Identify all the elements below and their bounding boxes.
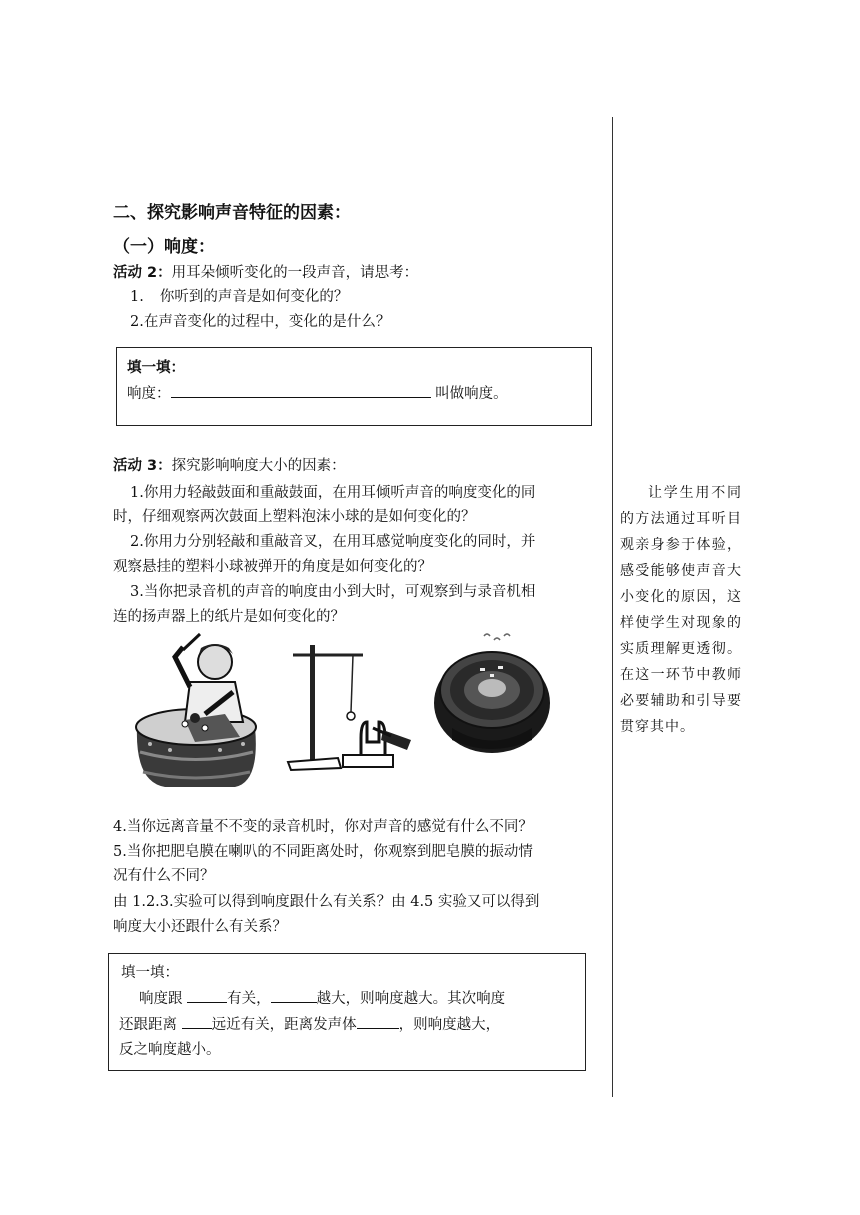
section-subtitle: （一）响度： <box>113 237 215 257</box>
fill2-blank-2[interactable] <box>271 988 317 1003</box>
fill2-blank-3[interactable] <box>182 1014 212 1029</box>
activity3-p3-line2: 连的扬声器上的纸片是如何变化的？ <box>113 609 345 625</box>
margin-divider <box>612 117 613 1097</box>
fill2-l1b: 有关， <box>227 991 271 1007</box>
activity2-q2: 2.在声音变化的过程中，变化的是什么？ <box>130 314 391 330</box>
activity2-q1 <box>130 285 348 309</box>
activity3-label: 活动 3： <box>113 458 172 474</box>
fill2-blank-1[interactable] <box>187 988 227 1003</box>
fill2-blank-4[interactable] <box>357 1014 399 1029</box>
activity2-q1-text: 你听到的声音是如何变化的？ <box>159 289 349 305</box>
sidebar-note-text: 让学生用不同的方法通过耳听目观亲身参于体验，感受能够使声音大小变化的原因，这样使学生对现象的实质理解更透彻。在这一环节中教师必要辅助和引导要贯穿其中。 <box>620 485 742 735</box>
activity2-q1-num: 1. <box>130 289 144 305</box>
fill2-l1a: 响度跟 <box>139 991 183 1007</box>
activity3-p2-line2: 观察悬挂的塑料小球被弹开的角度是如何变化的？ <box>113 559 432 575</box>
section-title: 二、探究影响声音特征的因素： <box>113 203 351 223</box>
activity3-p2-line1: 2.你用力分别轻敲和重敲音叉，在用耳感觉响度变化的同时，并 <box>130 534 536 550</box>
fill2-l2c: ，则响度越大， <box>398 1017 501 1033</box>
fill1-prefix: 响度： <box>127 386 171 402</box>
fill2-l2b: 远近有关，距离发声体 <box>211 1017 357 1033</box>
activity3-p3-line1: 3.当你把录音机的声音的响度由小到大时，可观察到与录音机相 <box>130 584 536 600</box>
activity2-label: 活动 2： <box>113 265 172 281</box>
activity3-q5-line2: 况有什么不同？ <box>113 868 215 884</box>
activity3-intro <box>113 454 346 478</box>
fill1-suffix: 叫做响度。 <box>435 386 508 402</box>
fill1-line <box>127 382 508 406</box>
speaker-illustration <box>432 628 552 758</box>
fill1-heading: 填一填： <box>127 360 185 376</box>
activity3-q6-line1: 由 1.2.3.实验可以得到响度跟什么有关系？由 4.5 实验又可以得到 <box>113 894 540 910</box>
fill2-l2a: 还跟距离 <box>119 1017 177 1033</box>
activity3-q4: 4.当你远离音量不不变的录音机时，你对声音的感觉有什么不同？ <box>113 819 533 835</box>
sidebar-note <box>620 480 742 740</box>
fill-box-2 <box>108 953 586 1071</box>
drum-illustration <box>125 632 275 794</box>
fill2-line3: 反之响度越小。 <box>119 1042 221 1058</box>
fill2-line1 <box>139 987 505 1011</box>
fill-box-1 <box>116 347 592 426</box>
activity3-q6-line2: 响度大小还跟什么有关系？ <box>113 919 287 935</box>
activity3-p1-line1: 1.你用力轻敲鼓面和重敲鼓面，在用耳倾听声音的响度变化的同 <box>130 485 536 501</box>
activity3-text: 探究影响响度大小的因素： <box>171 458 346 474</box>
fill2-l1c: 越大，则响度越大。其次响度 <box>316 991 506 1007</box>
activity3-q5-line1: 5.当你把肥皂膜在喇叭的不同距离处时，你观察到肥皂膜的振动情 <box>113 844 533 860</box>
fill2-line2 <box>119 1013 500 1037</box>
tuning-fork-illustration <box>283 640 418 780</box>
fill1-blank[interactable] <box>171 383 431 398</box>
fill2-heading: 填一填： <box>121 965 179 981</box>
activity2-intro <box>113 261 418 285</box>
activity2-text: 用耳朵倾听变化的一段声音，请思考： <box>171 265 419 281</box>
activity3-p1-line2: 时，仔细观察两次鼓面上塑料泡沫小球的是如何变化的？ <box>113 509 476 525</box>
